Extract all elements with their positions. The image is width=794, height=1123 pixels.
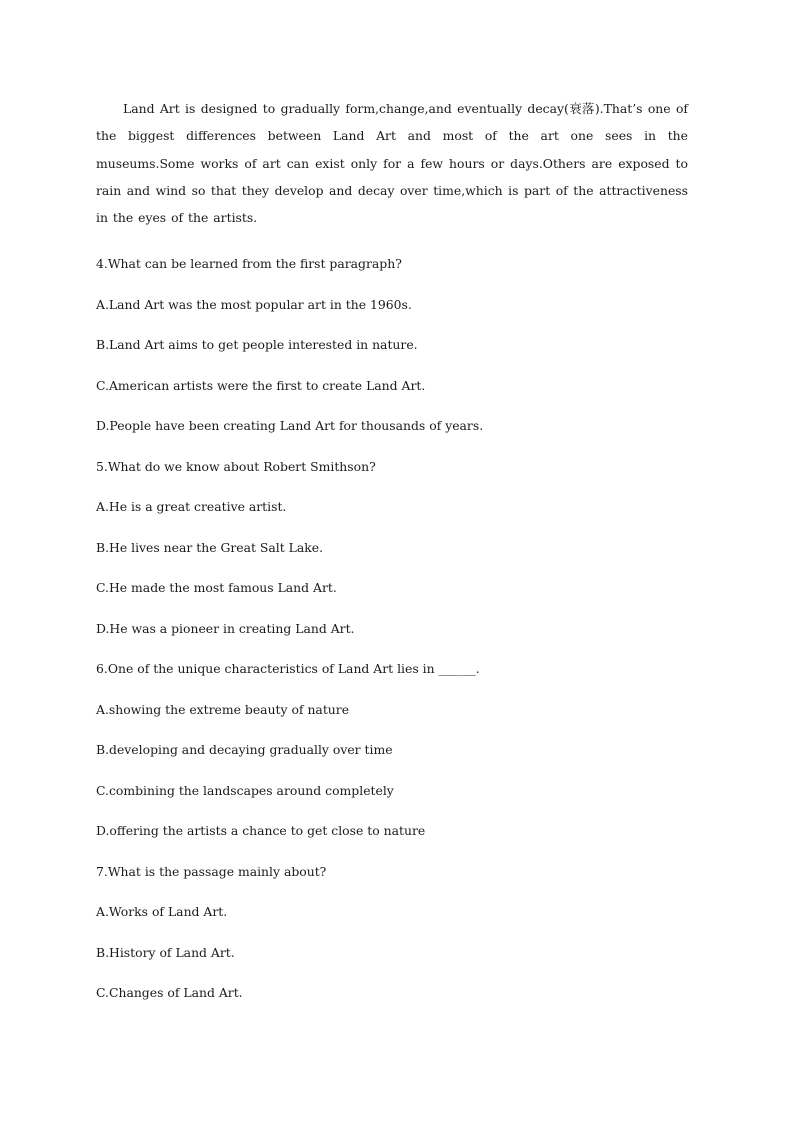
- option-c: C.Changes of Land Art.: [96, 985, 243, 1001]
- question-5: [96, 457, 688, 639]
- question-4: [96, 254, 688, 436]
- question-stem: 7.What is the passage mainly about?: [96, 863, 327, 879]
- option-c: C.American artists were the first to create Land Art.: [96, 377, 426, 393]
- option-a: A.He is a great creative artist.: [96, 499, 287, 515]
- option-c: C.He made the most famous Land Art.: [96, 580, 337, 596]
- question-6: [96, 659, 688, 841]
- option-a: A.showing the extreme beauty of nature: [96, 701, 350, 717]
- option-c: C.combining the landscapes around completely: [96, 782, 394, 798]
- option-a: A.Land Art was the most popular art in the 1960s.: [96, 296, 412, 312]
- option-b: B.Land Art aims to get people interested in nature.: [96, 337, 418, 353]
- passage-paragraph: Land Art is designed to gradually form,change,and eventually decay(衰落).That’s one of the biggest differences between Land Art and most of the art one sees in the museums.Some works of art can exist only for a few hours or days.Others are exposed to rain and wind so that they develop and decay over time,which is part of the attractiveness in the eyes of the artists.: [96, 101, 688, 226]
- option-d: D.People have been creating Land Art for thousands of years.: [96, 418, 484, 434]
- question-stem: 4.What can be learned from the first paragraph?: [96, 256, 402, 272]
- option-b: B.He lives near the Great Salt Lake.: [96, 539, 324, 555]
- option-b: B.History of Land Art.: [96, 944, 235, 960]
- option-d: D.offering the artists a chance to get close to nature: [96, 823, 426, 839]
- question-stem: 6.One of the unique characteristics of Land Art lies in ______.: [96, 661, 480, 677]
- option-d: D.He was a pioneer in creating Land Art.: [96, 620, 355, 636]
- option-a: A.Works of Land Art.: [96, 904, 228, 920]
- document-page: [96, 95, 688, 1003]
- question-stem: 5.What do we know about Robert Smithson?: [96, 458, 376, 474]
- option-b: B.developing and decaying gradually over time: [96, 742, 393, 758]
- question-7: [96, 862, 688, 1004]
